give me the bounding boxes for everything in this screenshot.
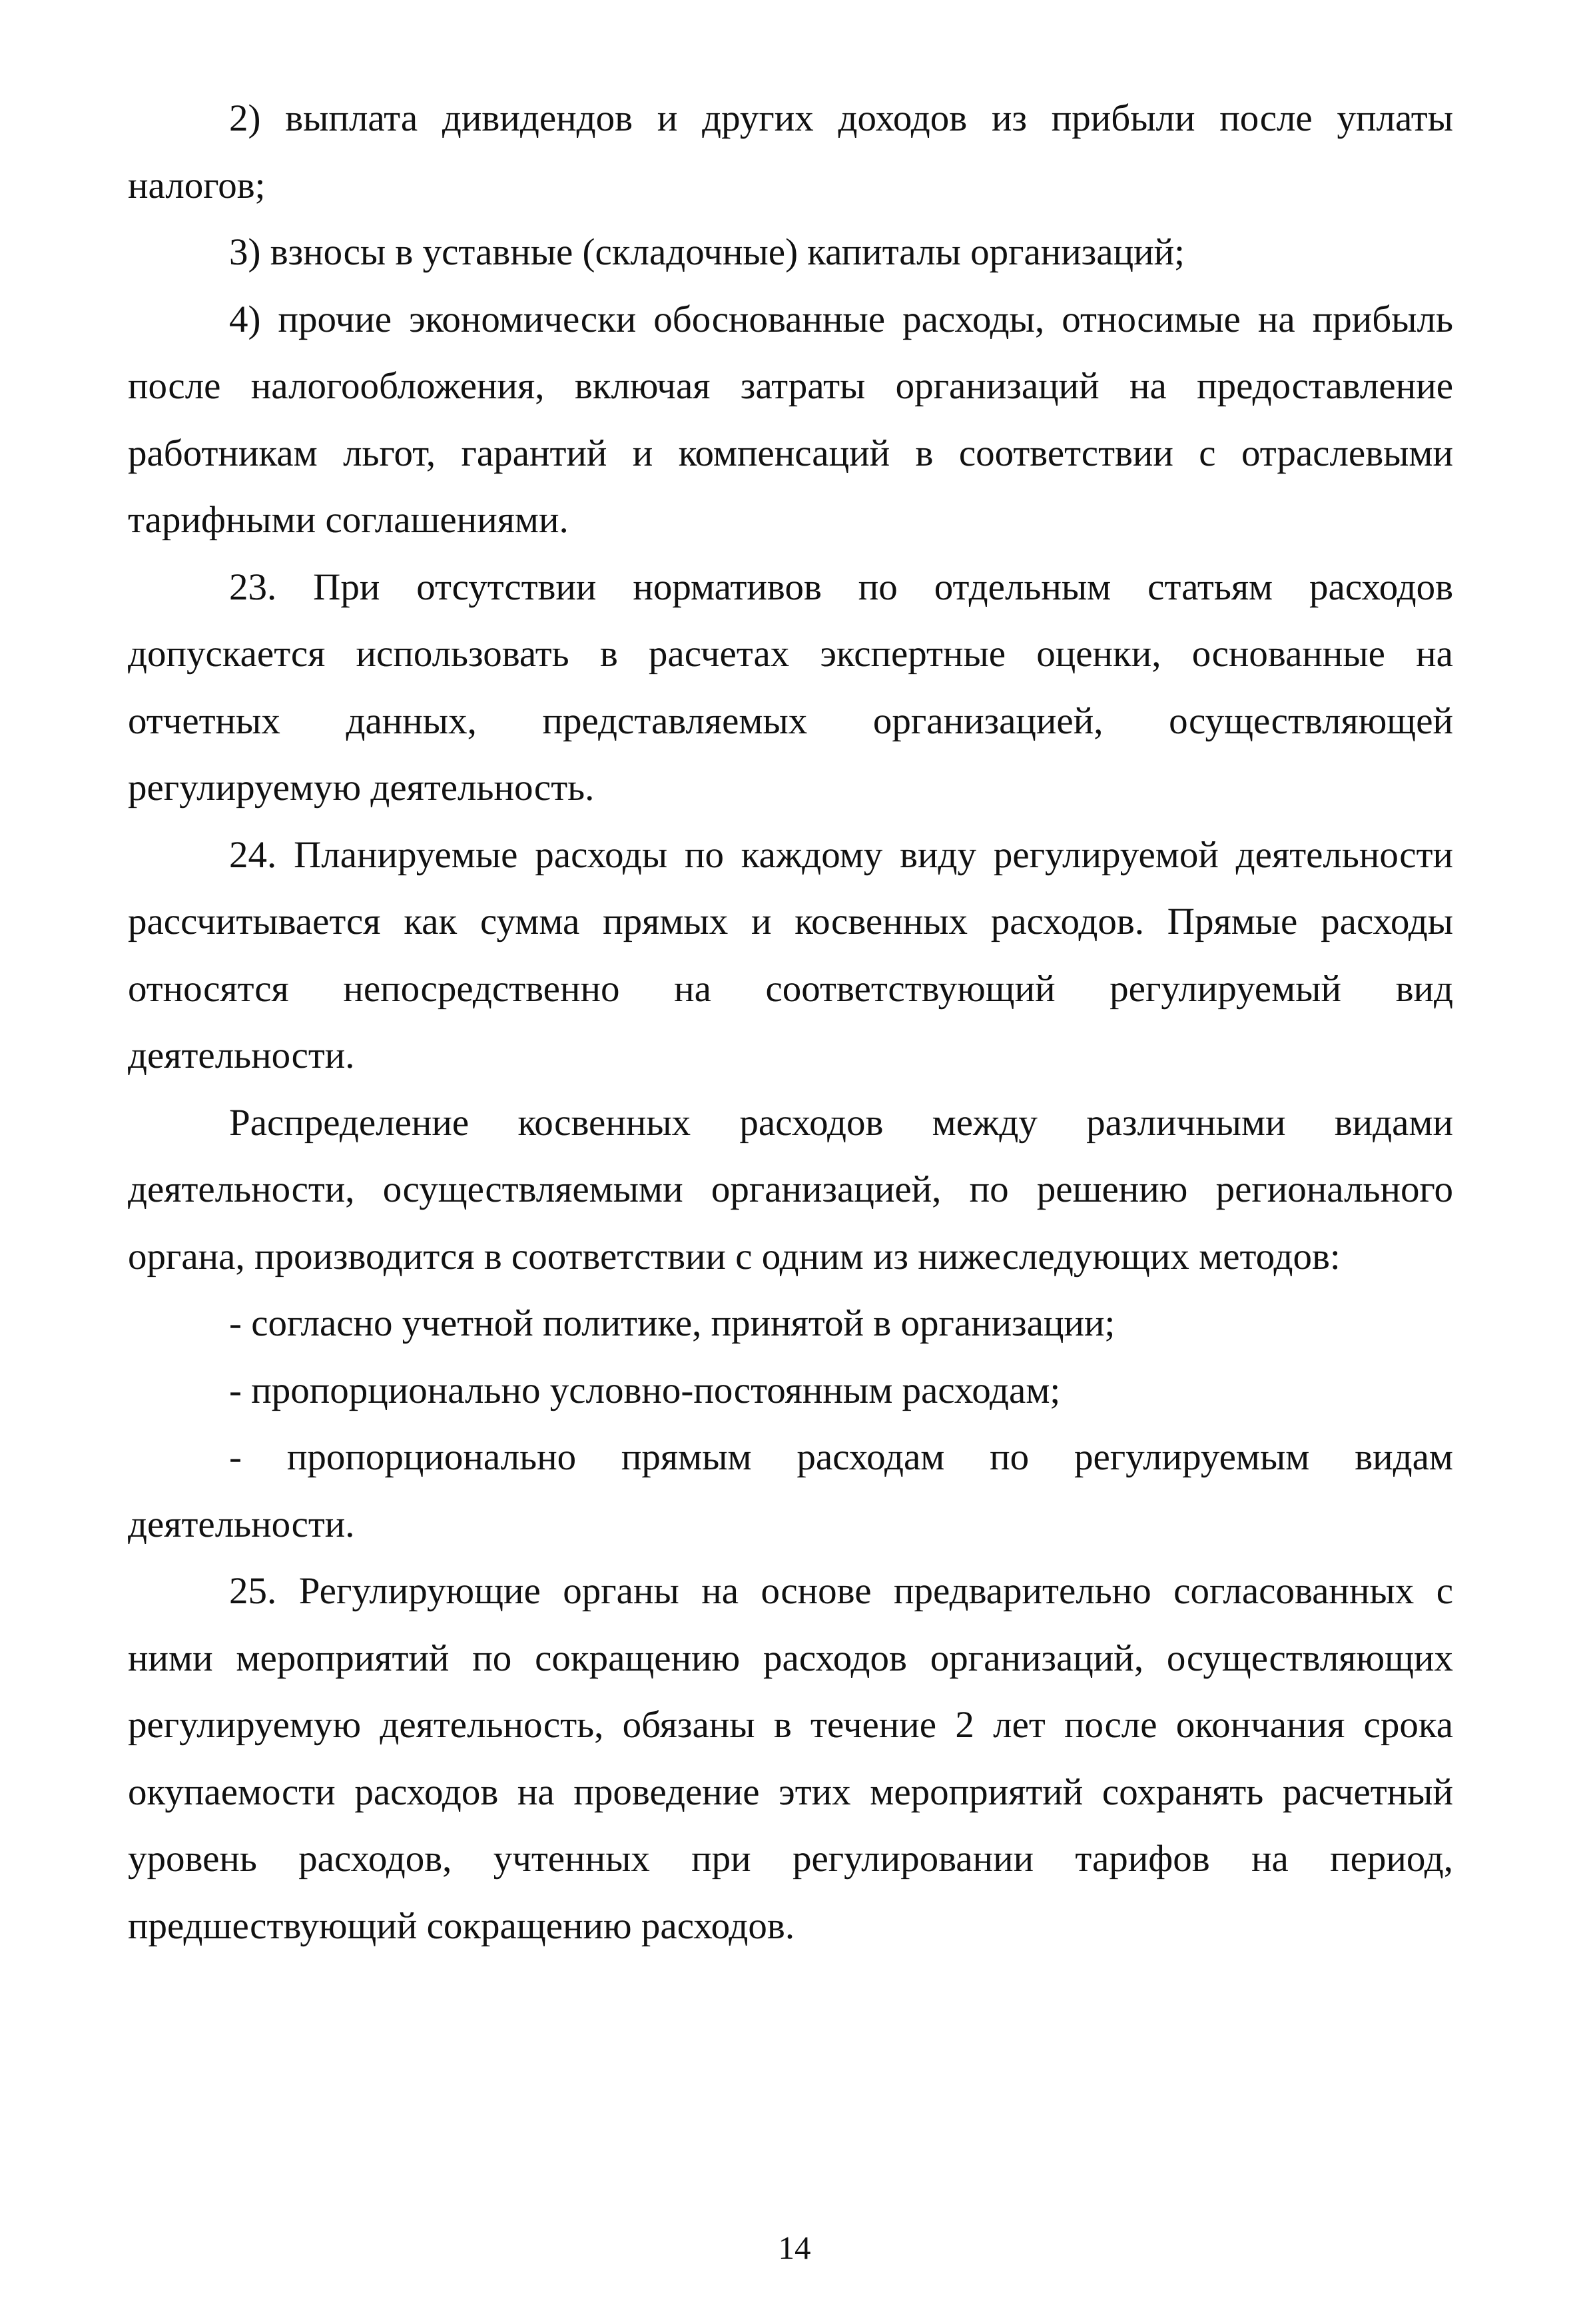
paragraph-item-2-dividends: 2) выплата дивидендов и других доходов из прибыли после уплаты налогов; [128, 97, 1453, 206]
paragraph-indirect-cost-allocation: Распределение косвенных расходов между различными видами деятельности, осуществляемыми организацией, по решению регионального органа, производится в соответствии с одним из нижеследующих методов: [128, 1101, 1453, 1278]
list-item-accounting-policy: - согласно учетной политике, принятой в организации; [229, 1302, 1115, 1344]
body-text [128, 85, 1453, 1960]
paragraph-item-3-contributions: 3) взносы в уставные (складочные) капиталы организаций; [229, 231, 1185, 273]
list-item-direct-costs: - пропорционально прямым расходам по регулируемым видам деятельности. [128, 1436, 1453, 1545]
paragraph-clause-24: 24. Планируемые расходы по каждому виду регулируемой деятельности рассчитывается как сумма прямых и косвенных расходов. Прямые расходы относятся непосредственно на соответствующий регулируемый вид деятельности. [128, 833, 1453, 1076]
list-item-fixed-costs: - пропорционально условно-постоянным расходам; [229, 1369, 1061, 1411]
paragraph-clause-23: 23. При отсутствии нормативов по отдельным статьям расходов допускается использовать в расчетах экспертные оценки, основанные на отчетных данных, представляемых организацией, осуществляющей регулируемую деятельность. [128, 566, 1453, 809]
paragraph-item-4-other-expenses: 4) прочие экономически обоснованные расходы, относимые на прибыль после налогообложения, включая затраты организаций на предоставление работникам льгот, гарантий и компенсаций в соответствии с отраслевыми тарифными соглашениями. [128, 298, 1453, 541]
page-number: 14 [778, 2229, 811, 2266]
paragraph-clause-25: 25. Регулирующие органы на основе предварительно согласованных с ними мероприятий по сокращению расходов организаций, осуществляющих регулируемую деятельность, обязаны в течение 2 лет после окончания срока окупаемости расходов на проведение этих мероприятий сохранять расчетный уровень расходов, учтенных при регулировании тарифов на период, предшествующий сокращению расходов. [128, 1570, 1453, 1947]
